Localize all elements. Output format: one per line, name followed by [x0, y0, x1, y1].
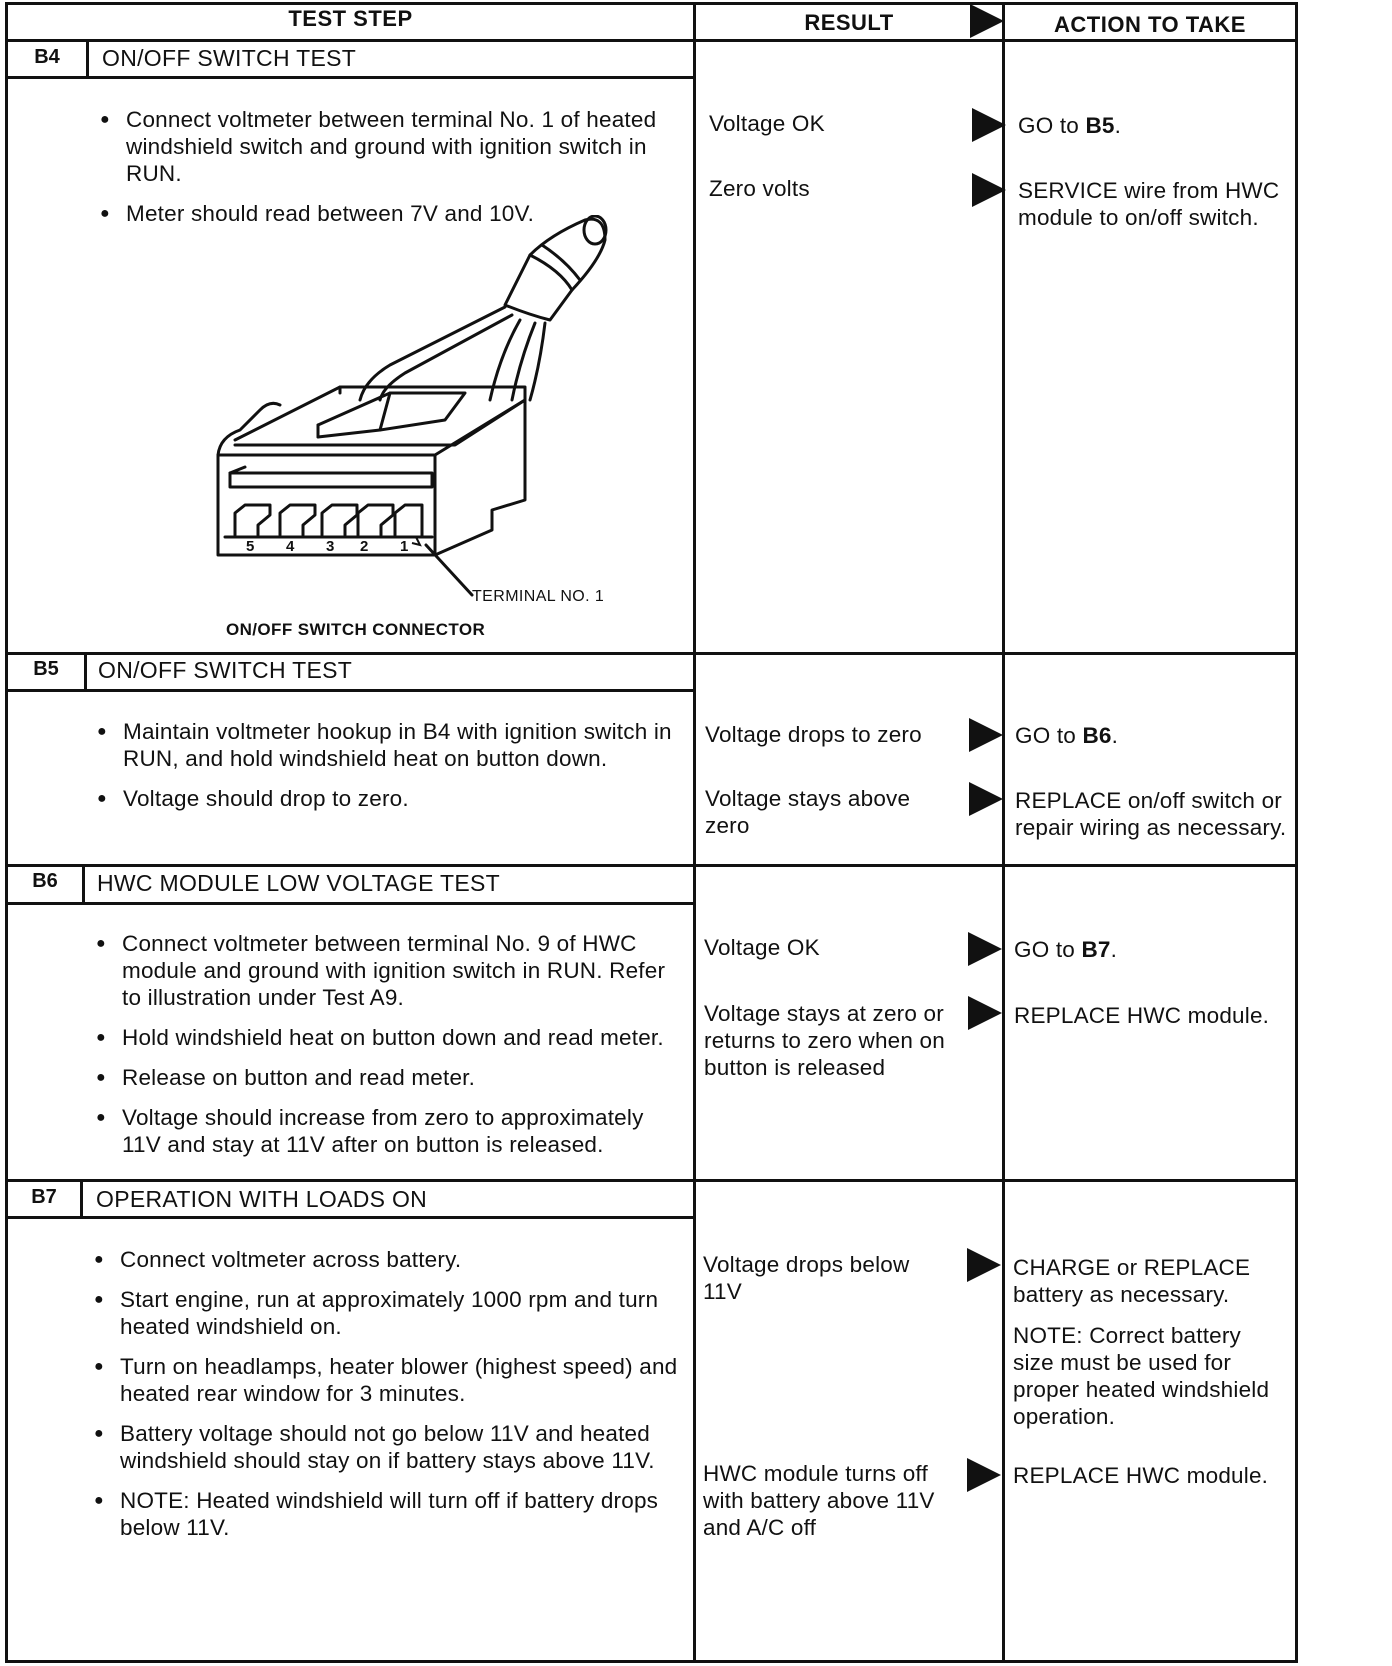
step-separator-b6 [5, 864, 1297, 867]
terminal-label: 4 [286, 538, 295, 555]
action-text: REPLACE HWC module. [1013, 1463, 1269, 1488]
step-bullets-b6 [96, 930, 681, 1171]
step-title-b7: OPERATION WITH LOADS ON [96, 1186, 428, 1212]
arrow-icon [969, 782, 1003, 816]
result-text: Voltage drops below 11V [703, 1252, 910, 1304]
action-text: SERVICE wire from HWC module to on/off switch. [1018, 178, 1280, 230]
result-text: Zero volts [709, 176, 810, 201]
bullet-item: ● Voltage should drop to zero. [97, 785, 682, 812]
arrow-icon [967, 1248, 1001, 1282]
step-separator-b7 [5, 1179, 1297, 1182]
bullet-item: ● NOTE: Heated windshield will turn off if battery drops below 11V. [94, 1487, 679, 1541]
result-text: HWC module turns off with battery above 11V and A/C off [703, 1461, 935, 1540]
title-underline-b4 [5, 76, 696, 79]
figure-callout: TERMINAL NO. 1 [472, 588, 605, 605]
arrow-icon [968, 996, 1002, 1030]
step-id-b7: B7 [31, 1186, 57, 1208]
figure-caption: ON/OFF SWITCH CONNECTOR [226, 620, 486, 639]
bullet-item: ● Connect voltmeter between terminal No. 1 of heated windshield switch and ground with ignition switch in RUN. [100, 106, 685, 187]
arrow-icon [972, 108, 1006, 142]
action-text: GO to B6. [1015, 723, 1119, 748]
step-title-b4: ON/OFF SWITCH TEST [102, 45, 357, 71]
id-divider-b6 [82, 864, 85, 904]
result-text: Voltage OK [709, 111, 825, 136]
terminal-label: 2 [360, 538, 369, 555]
step-bullets-b5 [97, 718, 682, 825]
result-text: Voltage drops to zero [705, 722, 922, 747]
terminal-label: 1 [400, 538, 409, 555]
column-divider-result [693, 2, 696, 1663]
header-arrow-icon [970, 4, 1004, 38]
step-bullets-b7 [94, 1246, 679, 1554]
action-text: REPLACE on/off switch or repair wiring as necessary. [1015, 788, 1287, 840]
table-bottom-border [5, 1660, 1297, 1663]
bullet-item: ● Voltage should increase from zero to approximately 11V and stay at 11V after on button is released. [96, 1104, 681, 1158]
terminal-label: 5 [246, 538, 255, 555]
table-right-border [1295, 2, 1298, 1663]
step-title-b5: ON/OFF SWITCH TEST [98, 657, 353, 683]
bullet-item: ● Meter should read between 7V and 10V. [100, 200, 685, 227]
arrow-icon [967, 1458, 1001, 1492]
on-off-switch-connector-illustration [200, 215, 640, 615]
bullet-item: ● Turn on headlamps, heater blower (highest speed) and heated rear window for 3 minutes. [94, 1353, 679, 1407]
header-divider [5, 39, 1297, 42]
action-text: REPLACE HWC module. [1014, 1003, 1270, 1028]
bullet-item: ● Connect voltmeter between terminal No. 9 of HWC module and ground with ignition switch in RUN. Refer to illustration under Test A9. [96, 930, 681, 1011]
terminal-label: 3 [326, 538, 335, 555]
header-result: RESULT [804, 10, 894, 35]
header-test-step: TEST STEP [288, 6, 413, 31]
bullet-item: ● Connect voltmeter across battery. [94, 1246, 679, 1273]
action-text: GO to B7. [1014, 937, 1118, 962]
header-action: ACTION TO TAKE [1054, 12, 1246, 37]
bullet-item: ● Release on button and read meter. [96, 1064, 681, 1091]
result-text: Voltage stays above zero [705, 786, 911, 838]
id-divider-b4 [86, 39, 89, 79]
arrow-icon [968, 932, 1002, 966]
id-divider-b5 [84, 652, 87, 692]
action-text: CHARGE or REPLACE battery as necessary. [1013, 1255, 1251, 1307]
column-divider-action [1002, 2, 1005, 1663]
bullet-item: ● Maintain voltmeter hookup in B4 with ignition switch in RUN, and hold windshield heat on button down. [97, 718, 682, 772]
bullet-item: ● Battery voltage should not go below 11V and heated windshield should stay on if battery stays above 11V. [94, 1420, 679, 1474]
step-id-b4: B4 [34, 46, 60, 68]
step-separator-b5 [5, 652, 1297, 655]
step-id-b5: B5 [33, 658, 59, 680]
id-divider-b7 [80, 1179, 83, 1219]
result-text: Voltage OK [704, 935, 820, 960]
arrow-icon [972, 173, 1006, 207]
step-id-b6: B6 [32, 870, 58, 892]
title-underline-b6 [5, 902, 696, 905]
table-top-border [5, 2, 1297, 5]
bullet-item: ● Hold windshield heat on button down and read meter. [96, 1024, 681, 1051]
title-underline-b7 [5, 1216, 696, 1219]
table-left-border [5, 2, 8, 1663]
step-title-b6: HWC MODULE LOW VOLTAGE TEST [97, 870, 500, 896]
action-text: GO to B5. [1018, 113, 1122, 138]
arrow-icon [969, 718, 1003, 752]
bullet-item: ● Start engine, run at approximately 1000 rpm and turn heated windshield on. [94, 1286, 679, 1340]
result-text: Voltage stays at zero or returns to zero when on button is released [704, 1001, 945, 1080]
title-underline-b5 [5, 689, 696, 692]
action-note: NOTE: Correct battery size must be used for proper heated windshield operation. [1013, 1323, 1270, 1429]
